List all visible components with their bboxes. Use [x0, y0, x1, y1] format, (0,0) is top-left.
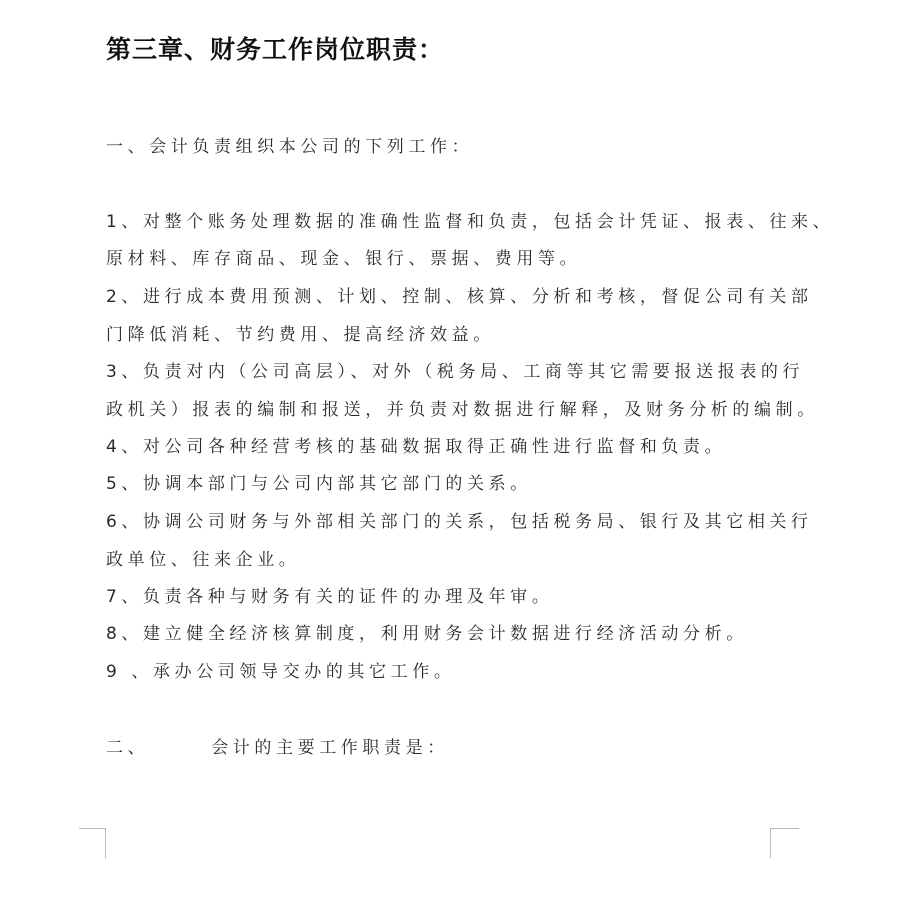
list-item-7: 7、负责各种与财务有关的证件的办理及年审。 [106, 587, 554, 607]
section-two-heading [106, 733, 449, 758]
list-item-8: 8、建立健全经济核算制度，利用财务会计数据进行经济活动分析。 [106, 624, 748, 644]
chapter-title: 第三章、财务工作岗位职责： [106, 35, 445, 64]
list-item-5: 5、协调本部门与公司内部其它部门的关系。 [106, 474, 532, 494]
page-corner-mark-right [770, 828, 799, 858]
list-item-4: 4、对公司各种经营考核的基础数据取得正确性进行监督和负责。 [106, 437, 727, 457]
section-two-heading-text: 会计的主要工作职责是： [211, 738, 449, 758]
list-item-3-line-2: 政机关）报表的编制和报送，并负责对数据进行解释，及财务分析的编制。 [106, 400, 819, 420]
section-one-heading: 一、会计负责组织本公司的下列工作： [106, 137, 474, 157]
list-item-2-line-2: 门降低消耗、节约费用、提高经济效益。 [106, 325, 495, 345]
page-corner-mark-left [79, 828, 106, 858]
list-item-6-line-1: 6、协调公司财务与外部相关部门的关系，包括税务局、银行及其它相关行 [106, 512, 813, 532]
list-item-1-line-1: 1、对整个账务处理数据的准确性监督和负责，包括会计凭证、报表、往来、 [106, 212, 835, 232]
list-item-3-line-1: 3、负责对内（公司高层）、对外（税务局、工商等其它需要报送报表的行 [106, 362, 805, 382]
section-two-number: 二、 [106, 738, 150, 758]
list-item-9: 9 、承办公司领导交办的其它工作。 [106, 662, 456, 682]
list-item-6-line-2: 政单位、往来企业。 [106, 550, 301, 570]
list-item-2-line-1: 2、进行成本费用预测、计划、控制、核算、分析和考核，督促公司有关部 [106, 287, 813, 307]
list-item-1-line-2: 原材料、库存商品、现金、银行、票据、费用等。 [106, 249, 582, 269]
